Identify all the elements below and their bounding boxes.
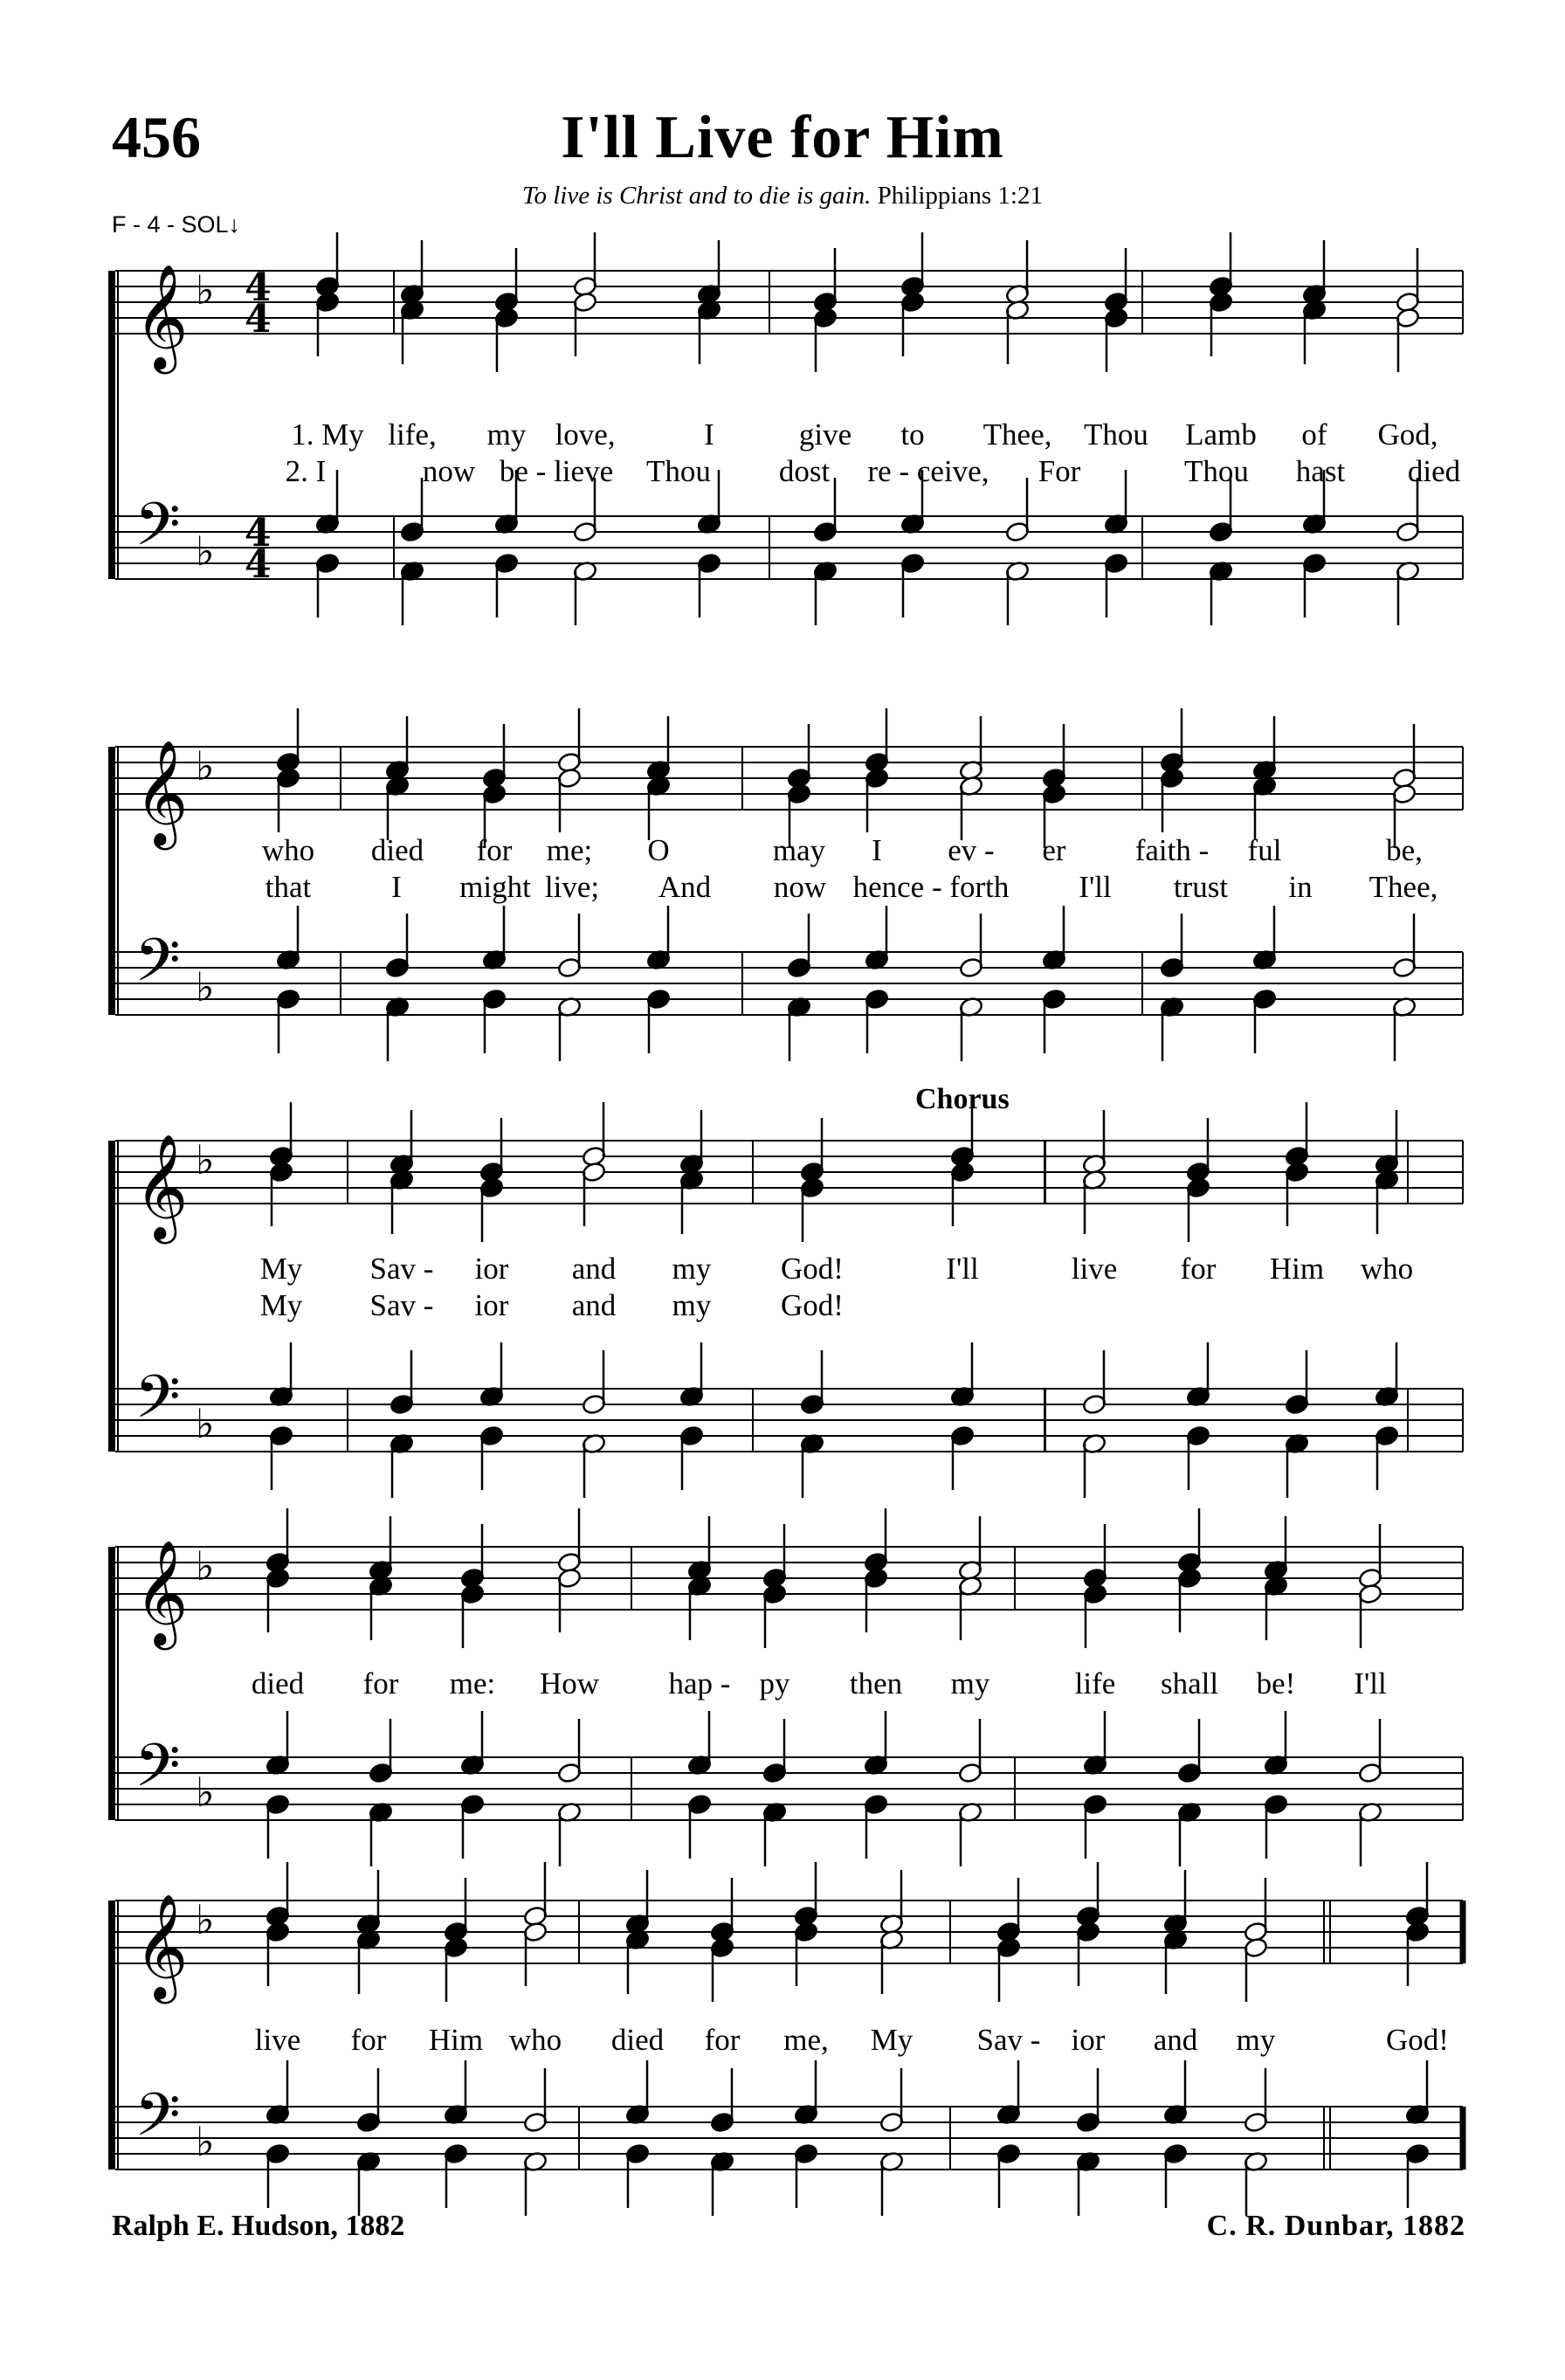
lyric-syllable: died [370, 833, 424, 867]
lyric-syllable: My [259, 1288, 303, 1322]
lyric-syllable: now [422, 454, 476, 488]
lyric-syllable: My [870, 2023, 913, 2057]
lyric-syllable: my [672, 1288, 712, 1322]
lyric-syllable: Sav - [976, 2023, 1041, 2057]
hymn-number: 456 [112, 104, 201, 170]
treble-clef-icon: 𝄞 [134, 739, 189, 845]
lyric-syllable: life, [388, 417, 437, 452]
lyric-syllable: my [1236, 2023, 1276, 2057]
lyric-syllable: Thee, [1369, 870, 1438, 904]
flat-icon: ♭ [196, 963, 215, 1011]
lyric-syllable: I'll [946, 1252, 979, 1286]
lyric-syllable: my [486, 417, 527, 452]
lyric-syllable: Him [428, 2023, 484, 2057]
flat-icon: ♭ [196, 528, 215, 575]
lyric-syllable: ior [474, 1252, 509, 1286]
lyric-syllable: I [872, 833, 882, 867]
flat-icon: ♭ [196, 2118, 215, 2165]
lyric-syllable: me: [449, 1666, 496, 1700]
lyric-syllable: live; [544, 870, 600, 904]
lyric-syllable: Lamb [1185, 417, 1257, 452]
lyric-syllable: Thou [1184, 454, 1249, 488]
system-bracket [108, 747, 115, 1015]
words-credit: C. R. Dunbar, 1882 [1206, 2210, 1465, 2242]
lyric-syllable: Sav - [369, 1288, 434, 1322]
bass-clef-icon: 𝄢 [134, 2081, 181, 2164]
lyric-syllable: that [265, 870, 312, 904]
time-signature-denominator: 4 [245, 297, 272, 341]
lyric-syllable: then [849, 1666, 903, 1700]
lyric-syllable: shall [1160, 1666, 1219, 1700]
lyric-syllable: Thou [1084, 417, 1148, 452]
lyric-syllable: be, [1386, 833, 1423, 867]
lyric-syllable: I'll [1354, 1666, 1387, 1700]
flat-icon: ♭ [196, 1896, 215, 1943]
lyric-syllable: be! [1256, 1666, 1296, 1700]
flat-icon: ♭ [196, 266, 215, 314]
lyric-syllable: of [1301, 417, 1327, 452]
system-bracket [108, 1901, 115, 2170]
lyric-syllable: live [1071, 1252, 1118, 1286]
bass-clef-icon: 𝄢 [134, 491, 181, 574]
lyric-syllable: trust [1173, 870, 1229, 904]
lyric-syllable: and [1153, 2023, 1198, 2057]
lyric-syllable: died [251, 1666, 305, 1700]
lyric-syllable: God, [1377, 417, 1438, 452]
lyric-syllable: 2. I [285, 454, 327, 488]
lyric-syllable: who [261, 833, 315, 867]
key-info: F - 4 - SOL↓ [112, 211, 241, 238]
lyric-syllable: My [259, 1252, 303, 1286]
lyric-syllable: who [508, 2023, 562, 2057]
lyric-syllable: re - ceive, [867, 454, 989, 488]
lyric-syllable: And [658, 870, 712, 904]
lyric-syllable: be - lieve [499, 454, 614, 488]
treble-clef-icon: 𝄞 [134, 1539, 189, 1645]
treble-clef-icon: 𝄞 [134, 1893, 189, 1999]
bass-clef-icon: 𝄢 [134, 927, 181, 1010]
lyric-syllable: I [391, 870, 402, 904]
hymn-title: I'll Live for Him [561, 104, 1004, 171]
treble-clef-icon: 𝄞 [134, 1133, 189, 1239]
lyric-syllable: ior [474, 1288, 509, 1322]
flat-icon: ♭ [196, 742, 215, 790]
lyric-syllable: love, [555, 417, 616, 452]
lyric-syllable: dost [778, 454, 831, 488]
chorus-label: Chorus [915, 1083, 1010, 1115]
lyric-syllable: who [1360, 1252, 1414, 1286]
lyric-syllable: God! [781, 1288, 844, 1322]
lyric-syllable: hast [1295, 454, 1346, 488]
lyric-syllable: give [798, 417, 852, 452]
epigraph-reference: Philippians 1:21 [877, 182, 1043, 210]
lyric-syllable: life [1074, 1666, 1116, 1700]
lyric-syllable: might [459, 870, 531, 904]
lyric-syllable: died [1407, 454, 1461, 488]
lyric-syllable: 1. My [291, 417, 364, 452]
lyric-syllable: live [254, 2023, 301, 2057]
lyric-syllable: How [539, 1666, 600, 1700]
lyric-syllable: God! [1386, 2023, 1449, 2057]
bass-clef-icon: 𝄢 [134, 1732, 181, 1815]
system-bracket [108, 1547, 115, 1820]
time-signature-numerator: 4 [245, 511, 272, 555]
lyric-syllable: ev - [948, 833, 995, 867]
lyric-syllable: er [1042, 833, 1066, 867]
lyric-syllable: Him [1269, 1252, 1325, 1286]
lyric-syllable: faith - [1134, 833, 1210, 867]
lyric-syllable: for [1180, 1252, 1217, 1286]
time-signature-denominator: 4 [245, 542, 272, 587]
lyric-syllable: in [1288, 870, 1313, 904]
lyric-syllable: for [362, 1666, 399, 1700]
treble-clef-icon: 𝄞 [134, 263, 189, 369]
lyric-syllable: and [571, 1252, 617, 1286]
flat-icon: ♭ [196, 1542, 215, 1590]
lyric-syllable: ful [1247, 833, 1282, 867]
flat-icon: ♭ [196, 1136, 215, 1183]
lyric-syllable: now [773, 870, 827, 904]
flat-icon: ♭ [196, 1400, 215, 1447]
lyric-syllable: py [759, 1666, 790, 1700]
bass-clef-icon: 𝄢 [134, 1363, 181, 1446]
lyric-syllable: Sav - [369, 1252, 434, 1286]
lyric-syllable: for [476, 833, 513, 867]
lyric-syllable: for [704, 2023, 741, 2057]
lyric-syllable: God! [781, 1252, 844, 1286]
lyric-syllable: me, [783, 2023, 829, 2057]
lyric-syllable: my [950, 1666, 990, 1700]
lyric-syllable: and [571, 1288, 617, 1322]
lyric-syllable: hap - [668, 1666, 731, 1700]
lyric-syllable: hence - forth [852, 870, 1010, 904]
flat-icon: ♭ [196, 1769, 215, 1816]
lyric-syllable: my [672, 1252, 712, 1286]
system-bracket [108, 271, 115, 579]
lyric-syllable: Thou [646, 454, 711, 488]
lyric-syllable: may [772, 833, 826, 867]
lyric-syllable: ior [1071, 2023, 1106, 2057]
music-credit: Ralph E. Hudson, 1882 [112, 2210, 405, 2242]
system-bracket [108, 1141, 115, 1452]
lyric-syllable: Thee, [982, 417, 1052, 452]
time-signature-numerator: 4 [245, 266, 272, 310]
lyric-syllable: O [647, 833, 670, 867]
lyric-syllable: I'll [1079, 870, 1112, 904]
lyric-syllable: died [610, 2023, 665, 2057]
lyric-syllable: For [1038, 454, 1081, 488]
lyric-syllable: for [350, 2023, 387, 2057]
lyric-syllable: me; [546, 833, 593, 867]
epigraph-quote: To live is Christ and to die is gain. [522, 182, 872, 210]
lyric-syllable: I [704, 417, 714, 452]
lyric-syllable: to [900, 417, 925, 452]
